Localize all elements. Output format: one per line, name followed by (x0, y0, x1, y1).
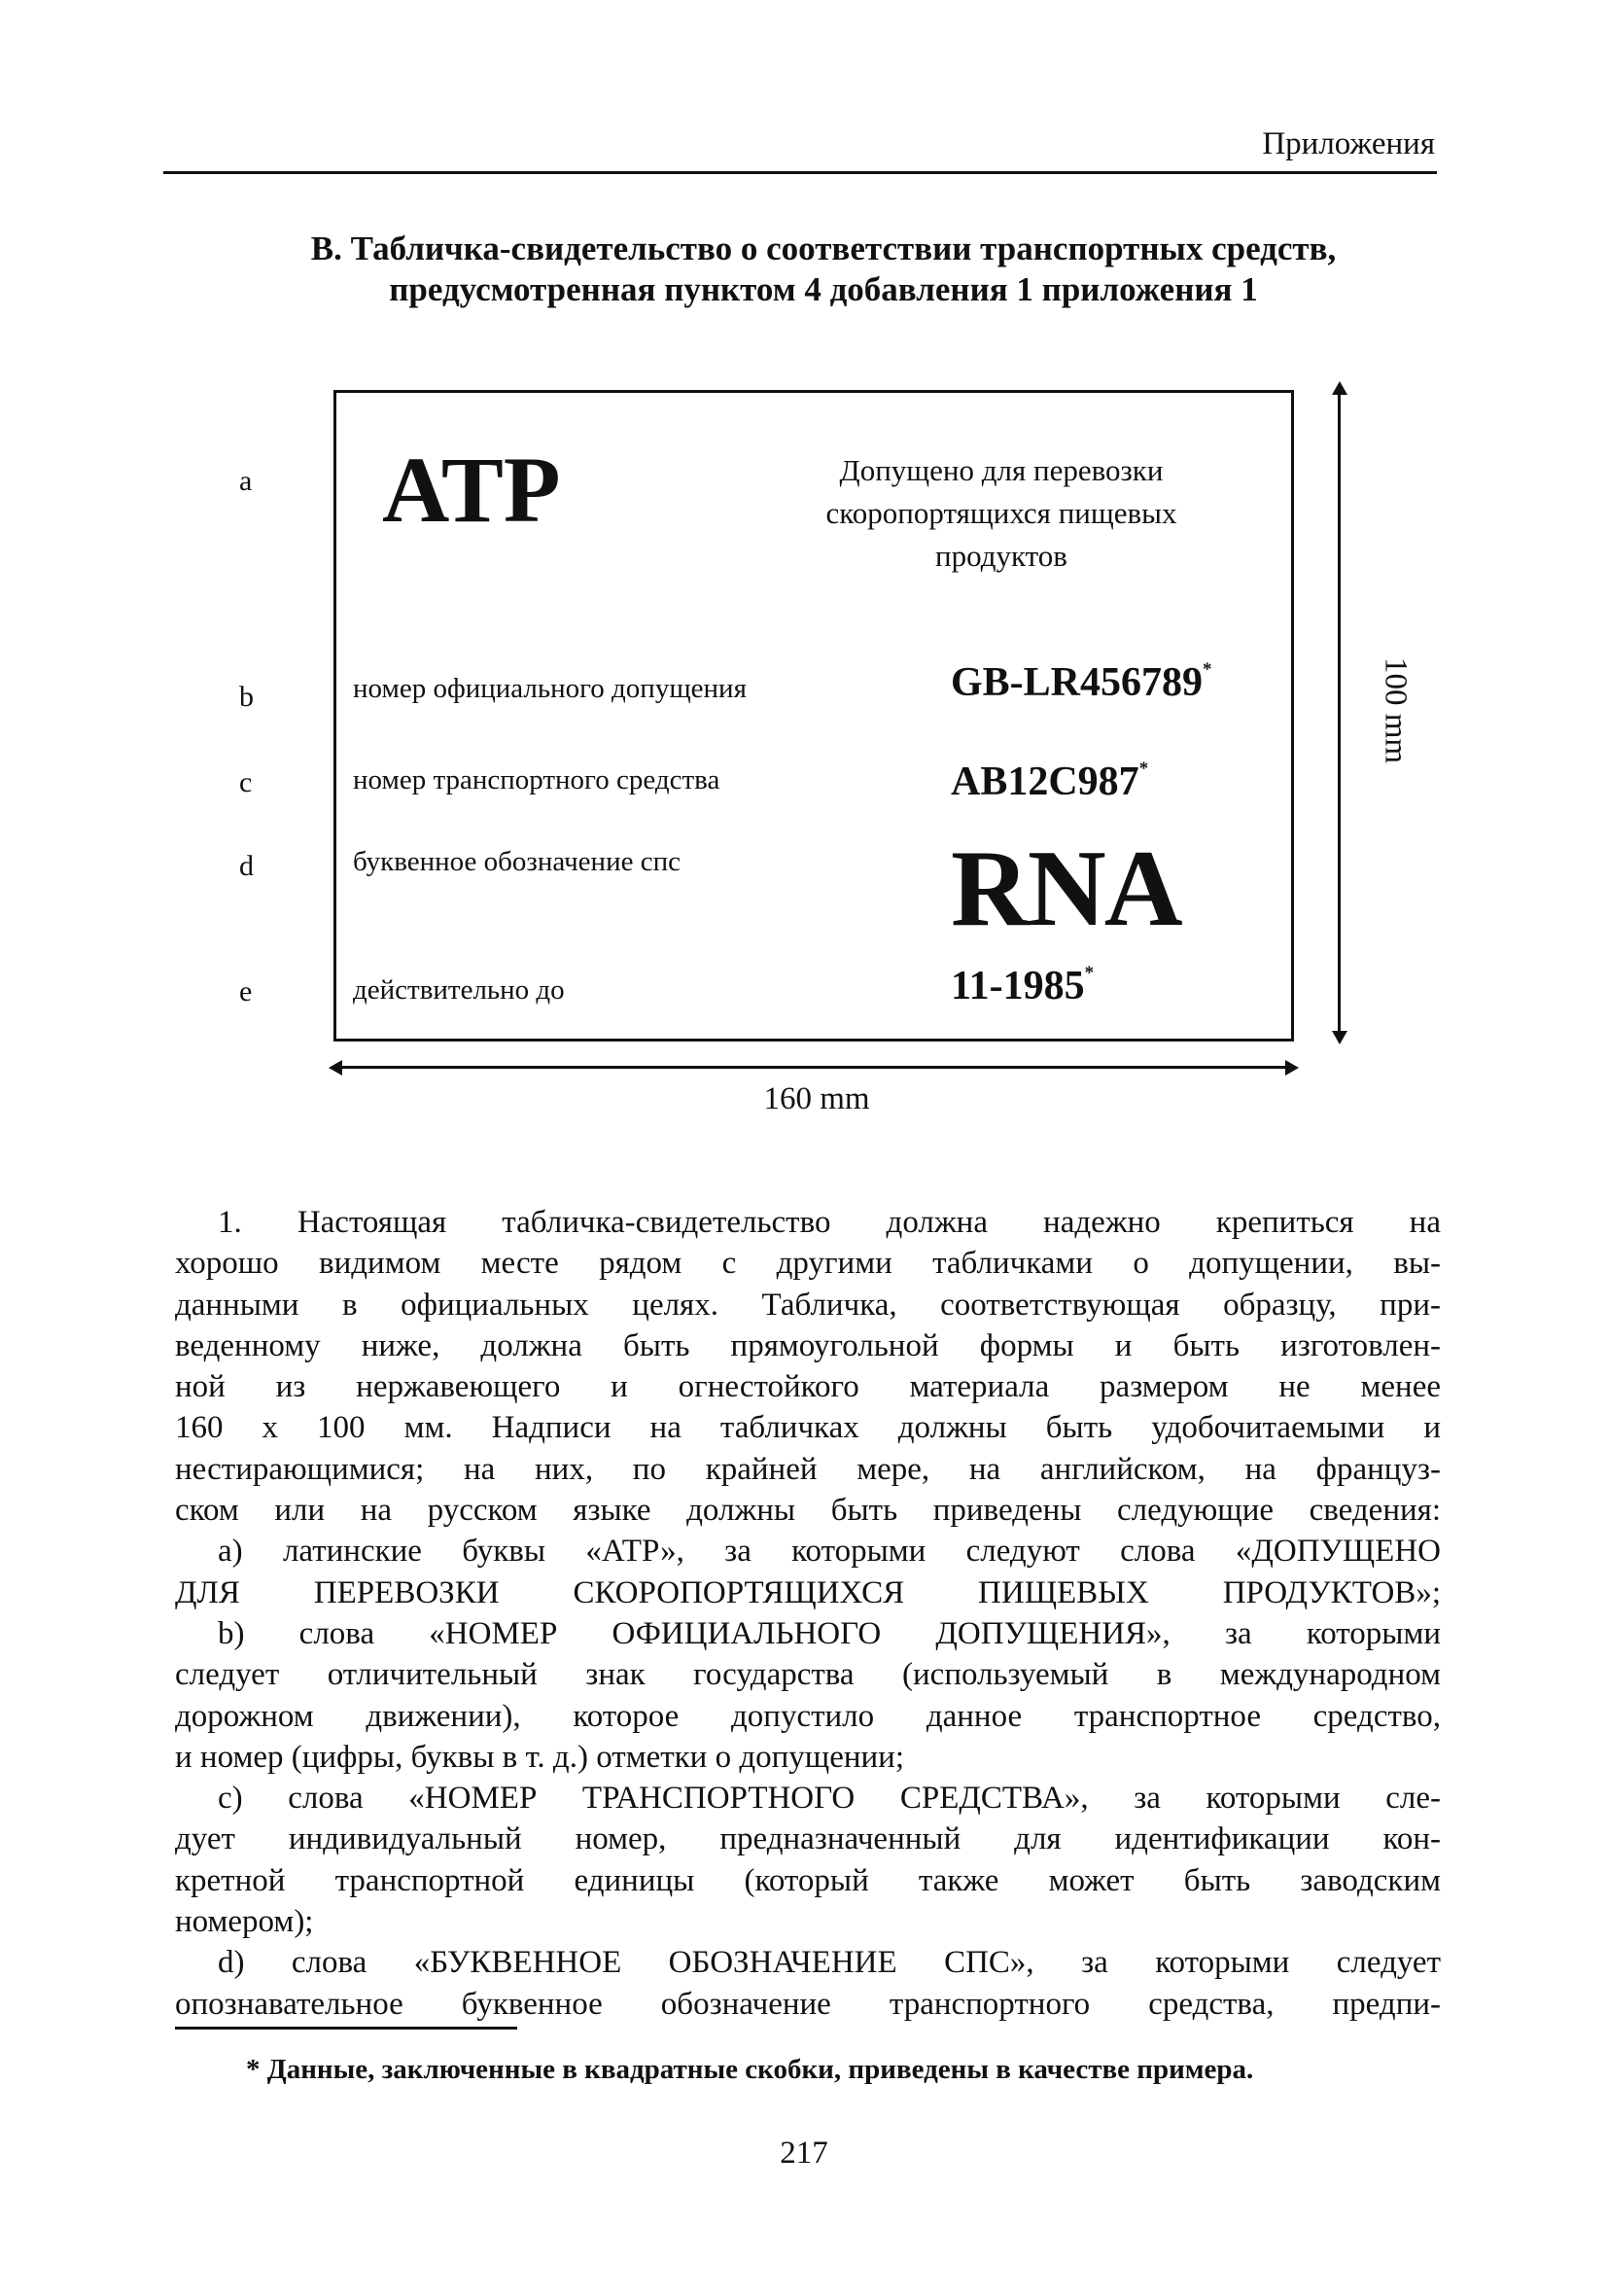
text-line: хорошо видимом месте рядом с другими табличками о допущении, вы- (175, 1246, 1441, 1282)
field-label-valid-until: действительно до (353, 974, 565, 1006)
header-rule (163, 171, 1437, 174)
arrow-left-icon (329, 1060, 342, 1076)
arrow-right-icon (1285, 1060, 1299, 1076)
arrow-up-icon (1332, 381, 1347, 395)
text-line: 160 x 100 мм. Надписи на табличках должны быть удобочитаемыми и (175, 1410, 1441, 1446)
field-label-vehicle-number: номер транспортного средства (353, 764, 720, 795)
width-dimension-label: 160 mm (763, 1081, 870, 1116)
value-text: 11-1985 (951, 964, 1085, 1008)
field-label-class-designation: буквенное обозначение спс (353, 846, 681, 877)
text-line: ском или на русском языке должны быть приведены следующие сведения: (175, 1493, 1441, 1529)
row-label-a: a (239, 465, 253, 497)
value-text: GB-LR456789 (951, 660, 1204, 705)
section-title-line-2: предусмотренная пунктом 4 добавления 1 приложения 1 (389, 270, 1258, 308)
text-line: кретной транспортной единицы (который также может быть заводским (175, 1862, 1441, 1898)
body-text (175, 1202, 1441, 2025)
text-line: опознавательное буквенное обозначение транспортного средства, предпи- (175, 1986, 1441, 2022)
text-line: ной из нержавеющего и огнестойкого материала размером не менее (175, 1369, 1441, 1405)
approved-line: продуктов (935, 539, 1067, 573)
text-line: a) латинские буквы «АТР», за которыми следуют слова «ДОПУЩЕНО (218, 1534, 1441, 1570)
arrow-down-icon (1332, 1031, 1347, 1044)
approved-text (749, 449, 1254, 578)
approved-line: Допущено для перевозки (839, 453, 1164, 487)
field-value-valid-until (951, 963, 1094, 1009)
section-title-line-1: B. Табличка-свидетельство о соответствии транспортных средств, (310, 230, 1337, 267)
footnote-rule (175, 2027, 517, 2030)
text-line: d) слова «БУКВЕННОЕ ОБОЗНАЧЕНИЕ СПС», за которыми следует (218, 1945, 1441, 1981)
text-line: веденному ниже, должна быть прямоугольной формы и быть изготовлен- (175, 1327, 1441, 1363)
value-text: AB12C987 (951, 759, 1139, 804)
text-line: c) слова «НОМЕР ТРАНСПОРТНОГО СРЕДСТВА», за которыми сле- (218, 1781, 1441, 1817)
field-value-approval-number (951, 659, 1211, 706)
text-line: ДЛЯ ПЕРЕВОЗКИ СКОРОПОРТЯЩИХСЯ ПИЩЕВЫХ ПРОДУКТОВ»; (175, 1574, 1441, 1610)
footnote: * Данные, заключенные в квадратные скобки, приведены в качестве примера. (246, 2054, 1254, 2085)
text-line: номером); (175, 1904, 314, 1940)
text-line: нестирающимися; на них, по крайней мере, на английском, на француз- (175, 1451, 1441, 1487)
text-line: и номер (цифры, буквы в т. д.) отметки о допущении; (175, 1739, 904, 1775)
height-dimension-line (1338, 384, 1341, 1042)
row-label-b: b (239, 681, 254, 713)
text-line: данными в официальных целях. Табличка, соответствующая образцу, при- (175, 1287, 1441, 1323)
field-label-approval-number: номер официального допущения (353, 673, 747, 704)
width-dimension-line (333, 1066, 1294, 1069)
text-line: дорожном движении), которое допустило данное транспортное средство, (175, 1698, 1441, 1734)
text-line: b) слова «НОМЕР ОФИЦИАЛЬНОГО ДОПУЩЕНИЯ», за которыми (218, 1615, 1441, 1651)
height-dimension-label: 100 mm (1378, 656, 1414, 764)
page-number: 217 (780, 2136, 828, 2171)
text-line: 1. Настоящая табличка-свидетельство должна надежно крепиться на (218, 1205, 1441, 1240)
atp-mark: АТР (382, 438, 561, 542)
footnote-mark: * (1203, 659, 1212, 681)
footnote-mark: * (1138, 759, 1149, 780)
field-value-vehicle-number (951, 759, 1148, 805)
field-value-class-designation: RNA (951, 829, 1181, 949)
running-head: Приложения (1262, 126, 1435, 161)
approved-line: скоропортящихся пищевых (825, 496, 1177, 530)
row-label-d: d (239, 850, 254, 882)
text-line: дует индивидуальный номер, предназначенный для идентификации кон- (175, 1821, 1441, 1857)
text-line: следует отличительный знак государства (используемый в международном (175, 1657, 1441, 1693)
footnote-mark: * (1084, 963, 1095, 984)
row-label-e: e (239, 975, 253, 1007)
row-label-c: c (239, 766, 253, 798)
